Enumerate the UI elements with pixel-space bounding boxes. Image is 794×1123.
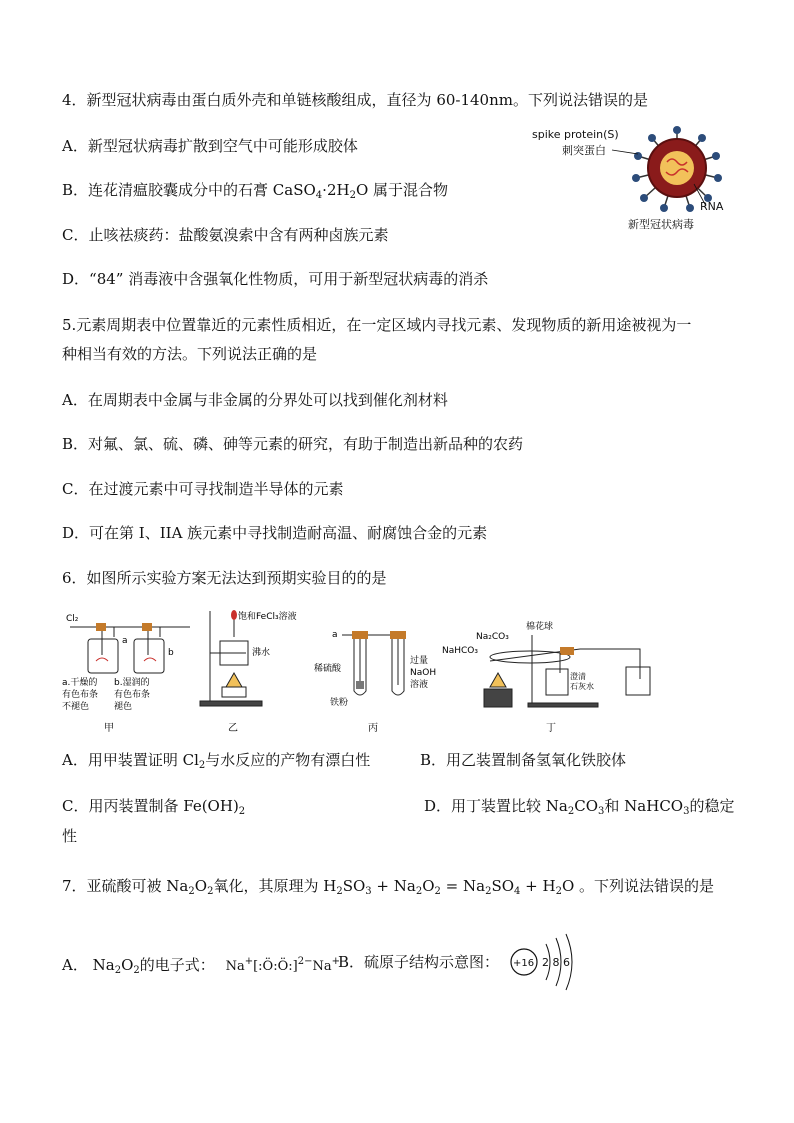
bing-right-2: NaOH	[410, 668, 437, 678]
q5-stem-line2: 种相当有效的方法。下列说法正确的是	[62, 345, 318, 363]
q6-option-a: A．用甲装置证明 $Cl_2$与水反应的产物有漂白性	[62, 751, 371, 771]
jia-left-2: 有色布条	[62, 690, 99, 700]
q4-option-c: C．止咳祛痰药：盐酸氨溴索中含有两种卤族元素	[62, 226, 389, 244]
q5-option-d: D．可在第 I、IIA 族元素中寻找制造耐高温、耐腐蚀合金的元素	[62, 524, 488, 542]
q6-option-d-wrap: 性	[62, 827, 78, 845]
q5-stem-line1: 5.元素周期表中位置靠近的元素性质相近，在一定区域内寻找元素、发现物质的新用途被视为一	[62, 316, 692, 334]
ding-lime-1: 澄清	[570, 672, 586, 681]
jia-cl2-label: Cl₂	[66, 614, 79, 624]
ding-caption: 丁	[546, 723, 556, 734]
bing-a-label: a	[332, 630, 338, 640]
apparatus-bing	[342, 631, 406, 695]
jia-left-1: a.干燥的	[62, 678, 98, 688]
spike-label-cn: 刺突蛋白	[562, 144, 606, 157]
atom-shell-electrons: 2 8 6	[542, 956, 570, 969]
ding-na2co3-label: Na₂CO₃	[476, 632, 509, 642]
q7-stem: 7．亚硫酸可被 $Na_2O_2$氧化，其原理为 $H_2SO_3 + Na_2O_2 = Na_2SO_4 + H_2O$ 。下列说法错误的是	[62, 877, 715, 897]
yi-water-label: 沸水	[252, 648, 271, 658]
jia-b-label: b	[168, 648, 174, 658]
jia-right-2: 有色布条	[114, 690, 151, 700]
rna-label: RNA	[700, 200, 724, 213]
q6-option-d: D．用丁装置比较 $Na_2CO_3$和 NaHCO$_3$的稳定	[424, 797, 735, 817]
bing-right-3: 溶液	[410, 680, 429, 690]
bing-right-1: 过量	[410, 656, 429, 666]
q5-option-b: B．对氟、氯、硫、磷、砷等元素的研究，有助于制造出新品种的农药	[62, 435, 524, 453]
jia-caption: 甲	[104, 723, 114, 734]
experiment-apparatus-figure	[60, 605, 730, 737]
q6-option-b: B．用乙装置制备氢氧化铁胶体	[420, 751, 627, 769]
q5-option-c: C．在过渡元素中可寻找制造半导体的元素	[62, 480, 344, 498]
spike-label-en: spike protein(S)	[532, 128, 619, 141]
na2o2-formula: $Na_2O_2$	[92, 956, 140, 976]
q5-option-a: A．在周期表中金属与非金属的分界处可以找到催化剂材料	[62, 391, 448, 409]
q6-stem: 6．如图所示实验方案无法达到预期实验目的的是	[62, 569, 387, 587]
jia-left-3: 不褪色	[62, 702, 90, 712]
q4-option-b: B．连花清瘟胶囊成分中的石膏 $CaSO_4\cdot 2H_2O$ 属于混合物	[62, 181, 449, 201]
ding-nahco3-label: NaHCO₃	[442, 646, 478, 656]
q6-option-c: C．用丙装置制备 $Fe(OH)_2$	[62, 797, 246, 817]
bing-fe-label: 铁粉	[330, 698, 349, 708]
bing-caption: 丙	[368, 723, 378, 734]
ding-cotton-label: 棉花球	[526, 622, 554, 632]
virus-core	[660, 151, 694, 185]
ding-lime-2: 石灰水	[570, 682, 594, 691]
q4-option-d: D．“84” 消毒液中含强氧化性物质，可用于新型冠状病毒的消杀	[62, 270, 489, 288]
yi-caption: 乙	[228, 723, 238, 734]
q7-option-b: B．硫原子结构示意图：	[338, 953, 500, 971]
electron-formula: Na+[:Ö:Ö:]$^{2-}$Na+	[225, 956, 340, 974]
virus-caption: 新型冠状病毒	[628, 218, 694, 231]
yi-top-label: 饱和FeCl₃溶液	[238, 612, 297, 622]
jia-right-1: b.湿润的	[114, 678, 150, 688]
q4-stem: 4．新型冠状病毒由蛋白质外壳和单链核酸组成，直径为 60-140nm。下列说法错误的是	[62, 91, 648, 109]
q7-option-a: A． $Na_2O_2$的电子式： Na+[:Ö:Ö:]$^{2-}$Na+	[62, 956, 340, 976]
jia-a-label: a	[122, 636, 128, 646]
atom-nucleus-label: +16	[513, 958, 535, 969]
q4-option-a: A．新型冠状病毒扩散到空气中可能形成胶体	[62, 137, 358, 155]
apparatus-yi	[200, 610, 262, 706]
jia-right-3: 褪色	[114, 702, 133, 712]
coronavirus-figure	[530, 124, 745, 236]
apparatus-ding	[484, 635, 650, 707]
sulfur-atom-diagram	[506, 932, 586, 996]
bing-acid-label: 稀硫酸	[314, 664, 342, 674]
